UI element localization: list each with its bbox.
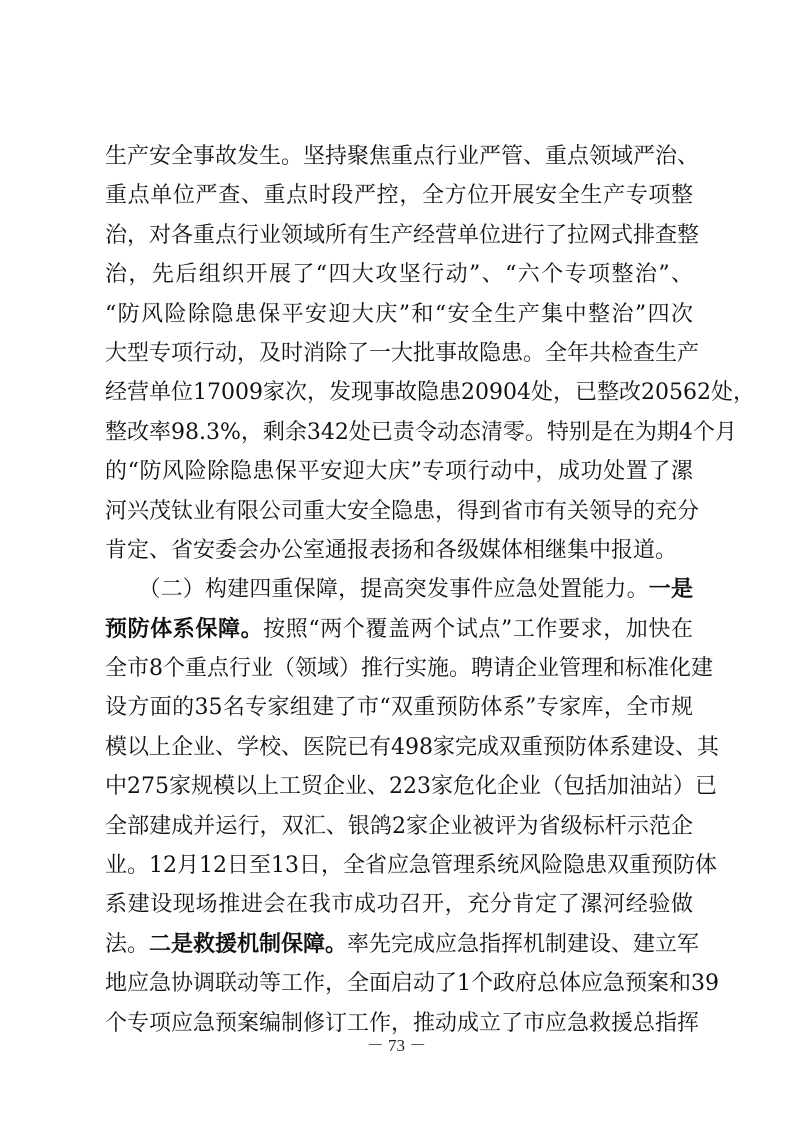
text-line: [105, 137, 700, 176]
body-text: 肯定、省安委会办公室通报表扬和各级媒体相继集中报道。: [105, 537, 678, 563]
text-line: [105, 295, 693, 334]
body-text: 按照“两个覆盖两个试点”工作要求，加快在: [263, 616, 693, 642]
text-line: [105, 531, 693, 570]
body-text: 河兴茂钛业有限公司重大安全隐患，得到省市有关领导的充分: [105, 498, 700, 524]
body-text: 个专项应急预案编制修订工作，推动成立了市应急救援总指挥: [105, 1010, 700, 1036]
body-text: 法。: [105, 931, 150, 957]
text-line: [105, 373, 755, 412]
body-text: 业。12月12日至13日，全省应急管理系统风险隐患双重预防体: [105, 853, 717, 879]
body-text: 设方面的35名专家组建了市“双重预防体系”专家库，全市规: [105, 695, 693, 721]
text-line: [105, 176, 693, 215]
body-text: 重点单位严查、重点时段严控，全方位开展安全生产专项整: [105, 183, 693, 209]
body-text: 大型专项行动，及时消除了一大批事故隐患。全年共检查生产: [105, 340, 700, 366]
bold-heading-text: 二是救援机制保障。: [149, 930, 348, 957]
body-text: 模以上企业、学校、医院已有498家完成双重预防体系建设、其: [105, 734, 719, 760]
body-text: 地应急协调联动等工作，全面启动了1个政府总体应急预案和39: [105, 971, 719, 997]
text-line: [105, 610, 693, 649]
text-line: [105, 964, 719, 1003]
body-text: 全部建成并运行，双汇、银鸽2家企业被评为省级标杆示范企: [105, 813, 693, 839]
body-text: 的“防风险除隐患保平安迎大庆”专项行动中，成功处置了漯: [105, 459, 693, 485]
text-line: [105, 846, 717, 885]
text-line: [105, 885, 693, 924]
document-body: [105, 137, 755, 1043]
text-line: [105, 334, 700, 373]
body-text: 生产安全事故发生。坚持聚焦重点行业严管、重点领域严治、: [105, 144, 700, 169]
text-line: [105, 688, 693, 727]
text-line: [105, 728, 719, 767]
bold-heading-text: 预防体系保障。: [105, 615, 264, 642]
text-line: [105, 570, 693, 609]
text-line: [105, 492, 700, 531]
text-line: [105, 807, 693, 846]
text-line: [105, 767, 717, 806]
body-text: 治，对各重点行业领域所有生产经营单位进行了拉网式排查整: [105, 222, 700, 248]
body-text: 系建设现场推进会在我市成功召开，充分肯定了漯河经验做: [105, 892, 693, 918]
body-text: “防风险除隐患保平安迎大庆”和“安全生产集中整治”四次: [105, 301, 693, 327]
body-text: 中275家规模以上工贸企业、223家危化企业（包括加油站）已: [105, 774, 717, 800]
text-line: [105, 255, 693, 294]
text-line: [105, 649, 713, 688]
text-line: [105, 216, 700, 255]
text-line: [105, 925, 700, 964]
bold-heading-text: 一是: [648, 576, 693, 603]
body-text: 治，先后组织开展了“四大攻坚行动”、“六个专项整治”、: [105, 262, 693, 288]
body-text: （二）构建四重保障，提高突发事件应急处置能力。: [105, 577, 649, 603]
body-text: 全市8个重点行业（领域）推行实施。聘请企业管理和标准化建: [105, 656, 713, 682]
text-line: [105, 413, 737, 452]
body-text: 整改率98.3%，剩余342处已责令动态清零。特别是在为期4个月: [105, 419, 737, 445]
text-line: [105, 452, 693, 491]
page-number: － 73 －: [366, 1036, 427, 1055]
body-text: 率先完成应急指挥机制建设、建立军: [347, 931, 700, 957]
body-text: 经营单位17009家次，发现事故隐患20904处，已整改20562处，: [105, 380, 755, 406]
